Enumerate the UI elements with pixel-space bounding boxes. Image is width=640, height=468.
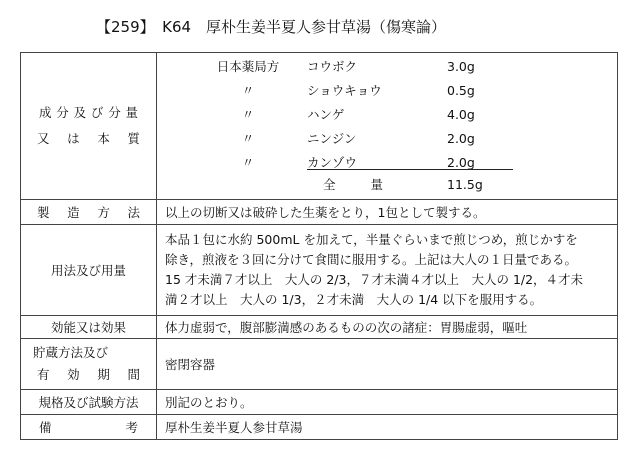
total-amount: 11.5g [447, 177, 483, 192]
ingredients-label-line1: 成 分 及 び 分 量 [39, 105, 138, 120]
ingredient-row: 〃 ハンゲ 4.0g [241, 107, 475, 122]
ingredient-row: 〃 ニンジン 2.0g [241, 131, 475, 146]
usage-row [21, 225, 618, 316]
ingredients-cell [157, 53, 618, 200]
storage-row [21, 339, 618, 390]
storage-text: 密閉容器 [157, 339, 618, 390]
manufacture-label: 製 造 方 法 [21, 200, 157, 225]
specification-text: 別記のとおり。 [157, 390, 618, 415]
ingredient-row: 〃 ショウキョウ 0.5g [241, 83, 475, 98]
ingredient-list [157, 53, 617, 199]
efficacy-text: 体力虚弱で，腹部膨満感のあるものの次の諸症：胃腸虚弱，嘔吐 [157, 316, 618, 339]
specification-row [21, 390, 618, 415]
remarks-row [21, 415, 618, 440]
efficacy-label: 効能又は効果 [21, 316, 157, 339]
specification-label: 規格及び試験方法 [21, 390, 157, 415]
total-label: 全 量 [323, 177, 383, 192]
manufacture-text: 以上の切断又は破砕した生薬をとり，1包として製する。 [157, 200, 618, 225]
ingredients-row [21, 53, 618, 200]
usage-text: 本品１包に水約 500mL を加えて，半量ぐらいまで煎じつめ，煎じかすを 除き，煎液を３回に分けて食間に服用する。上記は大人の１日量である。 15 才未満７才以上 大人の 2/3，７才未満４才以上 大人の 1/2，４才未 満２才以上 大人の 1/3，２才未満 大人の 1/4 以下を服用する。 [165, 232, 584, 307]
usage-cell [157, 225, 618, 316]
ingredients-label [21, 53, 157, 200]
efficacy-row [21, 316, 618, 339]
storage-label: 貯蔵方法及び 有 効 期 間 [21, 339, 157, 390]
ingredient-total-row [157, 175, 597, 195]
ingredients-label-line2: 又 は 本 質 [37, 131, 140, 146]
total-rule-line [307, 169, 513, 170]
ingredient-row: 日本薬局方 コウボク 3.0g [216, 59, 475, 74]
remarks-label: 備 考 [21, 415, 157, 440]
remarks-text: 厚朴生姜半夏人参甘草湯 [157, 415, 618, 440]
monograph-table [20, 52, 618, 440]
manufacture-row [21, 200, 618, 225]
page-title: 【259】 K64 厚朴生姜半夏人参甘草湯（傷寒論） [96, 18, 447, 36]
ingredient-row: 〃 カンゾウ 2.0g [241, 155, 475, 170]
usage-label: 用法及び用量 [21, 225, 157, 316]
